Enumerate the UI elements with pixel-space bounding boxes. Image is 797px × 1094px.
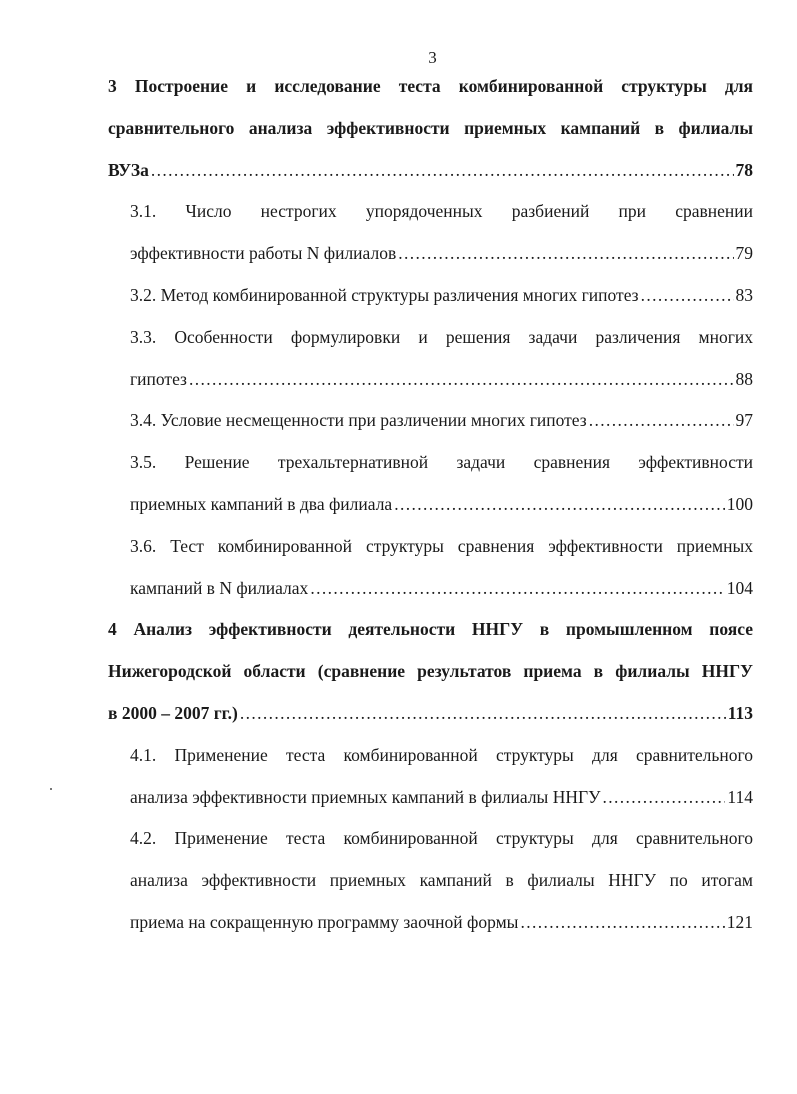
toc-entry-line: 3.3. Особенности формулировки и решения задачи различения многих (130, 326, 753, 347)
page-number: 3 (428, 48, 437, 67)
toc-entry-chapter (108, 66, 753, 191)
toc-entry-title-tail: кампаний в N филиалах (130, 577, 309, 598)
toc-entry-title-tail: эффективности работы N филиалов (130, 243, 397, 264)
toc-entry-line: 4.2. Применение теста комбинированной структуры для сравнительного (130, 828, 753, 849)
toc-entry-line: 4 Анализ эффективности деятельности ННГУ в промышленном поясе (108, 619, 753, 640)
dot-leader (394, 484, 725, 526)
dot-leader (310, 568, 724, 610)
toc-entry-line: 4.1. Применение теста комбинированной структуры для сравнительного (130, 744, 753, 765)
toc-entry-title-tail: приема на сокращенную программу заочной формы (130, 911, 519, 932)
table-of-contents (0, 66, 797, 944)
toc-entry-last-line (130, 484, 753, 526)
toc-entry-title-tail: 3.2. Метод комбинированной структуры различения многих гипотез (130, 284, 639, 305)
toc-entry-section (130, 442, 753, 526)
toc-page-number: 88 (735, 368, 753, 389)
toc-entry-section (130, 317, 753, 401)
toc-entry-section (130, 735, 753, 819)
toc-page-number: 78 (735, 159, 753, 180)
toc-page-number: 114 (727, 786, 753, 807)
dot-leader (602, 777, 725, 819)
toc-entry-title-tail: в 2000 – 2007 гг.) (108, 702, 238, 723)
toc-entry-last-line (130, 400, 753, 442)
toc-entry-title-tail: гипотез (130, 368, 187, 389)
toc-entry-last-line (130, 359, 753, 401)
dot-leader (398, 233, 733, 275)
toc-page-number: 113 (727, 702, 753, 723)
toc-entry-section (130, 526, 753, 610)
toc-page-number: 100 (726, 493, 753, 514)
dot-leader (151, 150, 734, 192)
toc-entry-last-line (130, 233, 753, 275)
toc-entry-line: 3.1. Число нестрогих упорядоченных разбиений при сравнении (130, 201, 753, 222)
toc-entry-last-line (130, 568, 753, 610)
toc-entry-last-line (108, 150, 753, 192)
toc-page-number: 121 (726, 911, 753, 932)
toc-entry-line: Нижегородской области (сравнение результатов приема в филиалы ННГУ (108, 661, 753, 682)
toc-entry-last-line (130, 902, 753, 944)
toc-entry-last-line (130, 777, 753, 819)
toc-page-number: 83 (735, 284, 753, 305)
toc-entry-last-line (108, 693, 753, 735)
toc-entry-section (130, 400, 753, 442)
dot-leader (589, 400, 734, 442)
toc-entry-title-tail: приемных кампаний в два филиала (130, 493, 393, 514)
toc-page-number: 79 (735, 243, 753, 264)
toc-entry-title-tail: анализа эффективности приемных кампаний в филиалы ННГУ (130, 786, 601, 807)
toc-entry-section (130, 191, 753, 275)
dot-leader (189, 359, 734, 401)
dot-leader (641, 275, 734, 317)
dot-leader (520, 902, 724, 944)
toc-entry-section (130, 818, 753, 943)
dot-leader (240, 693, 726, 735)
toc-entry-line: анализа эффективности приемных кампаний в филиалы ННГУ по итогам (130, 870, 753, 891)
toc-entry-title-tail: 3.4. Условие несмещенности при различении многих гипотез (130, 410, 587, 431)
toc-entry-last-line (130, 275, 753, 317)
toc-entry-line: 3.5. Решение трехальтернативной задачи сравнения эффективности (130, 452, 753, 473)
toc-page-number: 97 (735, 410, 753, 431)
toc-entry-chapter (108, 609, 753, 734)
toc-entry-line: 3 Построение и исследование теста комбинированной структуры для (108, 76, 753, 96)
toc-entry-line: 3.6. Тест комбинированной структуры сравнения эффективности приемных (130, 535, 753, 556)
toc-entry-line: сравнительного анализа эффективности приемных кампаний в филиалы (108, 117, 753, 138)
toc-entry-section (130, 275, 753, 317)
toc-entry-title-tail: ВУЗа (108, 159, 149, 180)
scan-speck (50, 788, 52, 790)
toc-page-number: 104 (726, 577, 753, 598)
